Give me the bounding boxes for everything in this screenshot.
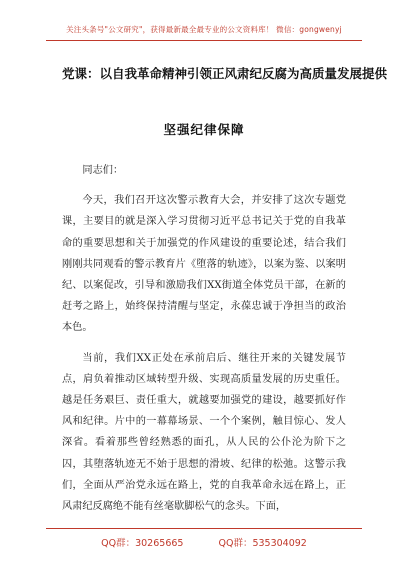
greeting: 同志们： (82, 165, 124, 176)
body-paragraph-2: 当前，我们XX正处在承前启后、继往开来的关键发展节点，肩负着推动区域转型升级、实现高质量发展的历史重任。越是任务艰巨、责任重大，就越要加强党的建设，越要抓好作风和纪律。片中的一幕幕场景、一个个案例，触目惊心、发人深省。看着那些曾经熟悉的面孔，从人民的公仆沦为阶下之囚，其堕落轨迹无不始于思想的滑坡、纪律的松弛。这警示我们，全面从严治党永远在路上，党的自我革命永远在路上，正风肃纪反腐绝不能有丝毫歇脚松气的念头。下面， (62, 352, 346, 513)
footer-divider (46, 528, 362, 529)
footer-qq-group-1: QQ群：30265665 (101, 538, 184, 549)
footer (0, 535, 408, 549)
body-paragraph-1: 今天，我们召开这次警示教育大会，并安排了这次专题党课，主要目的就是深入学习贯彻习近平总书记关于党的自我革命的重要思想和关于加强党的作风建设的重要论述，结合我们刚刚共同观看的警示教育片《堕落的轨迹》，以案为鉴、以案明纪、以案促改，引导和激励我们XX街道全体党员干部，在新的赶考之路上，始终保持清醒与坚定，永葆忠诚于净担当的政治本色。 (62, 195, 346, 334)
document-subtitle: 坚强纪律保障 (163, 122, 245, 137)
document-body (62, 160, 346, 517)
document-title: 党课：以自我革命精神引领正风肃纪反腐为高质量发展提供 (62, 66, 388, 81)
header-divider (46, 40, 362, 41)
footer-qq-group-2: QQ群：535304092 (218, 538, 307, 549)
header-promo-note: 关注头条号"公文研究"，获得最新最全最专业的公文资料库！ 微信：gongwenyj (66, 25, 342, 34)
